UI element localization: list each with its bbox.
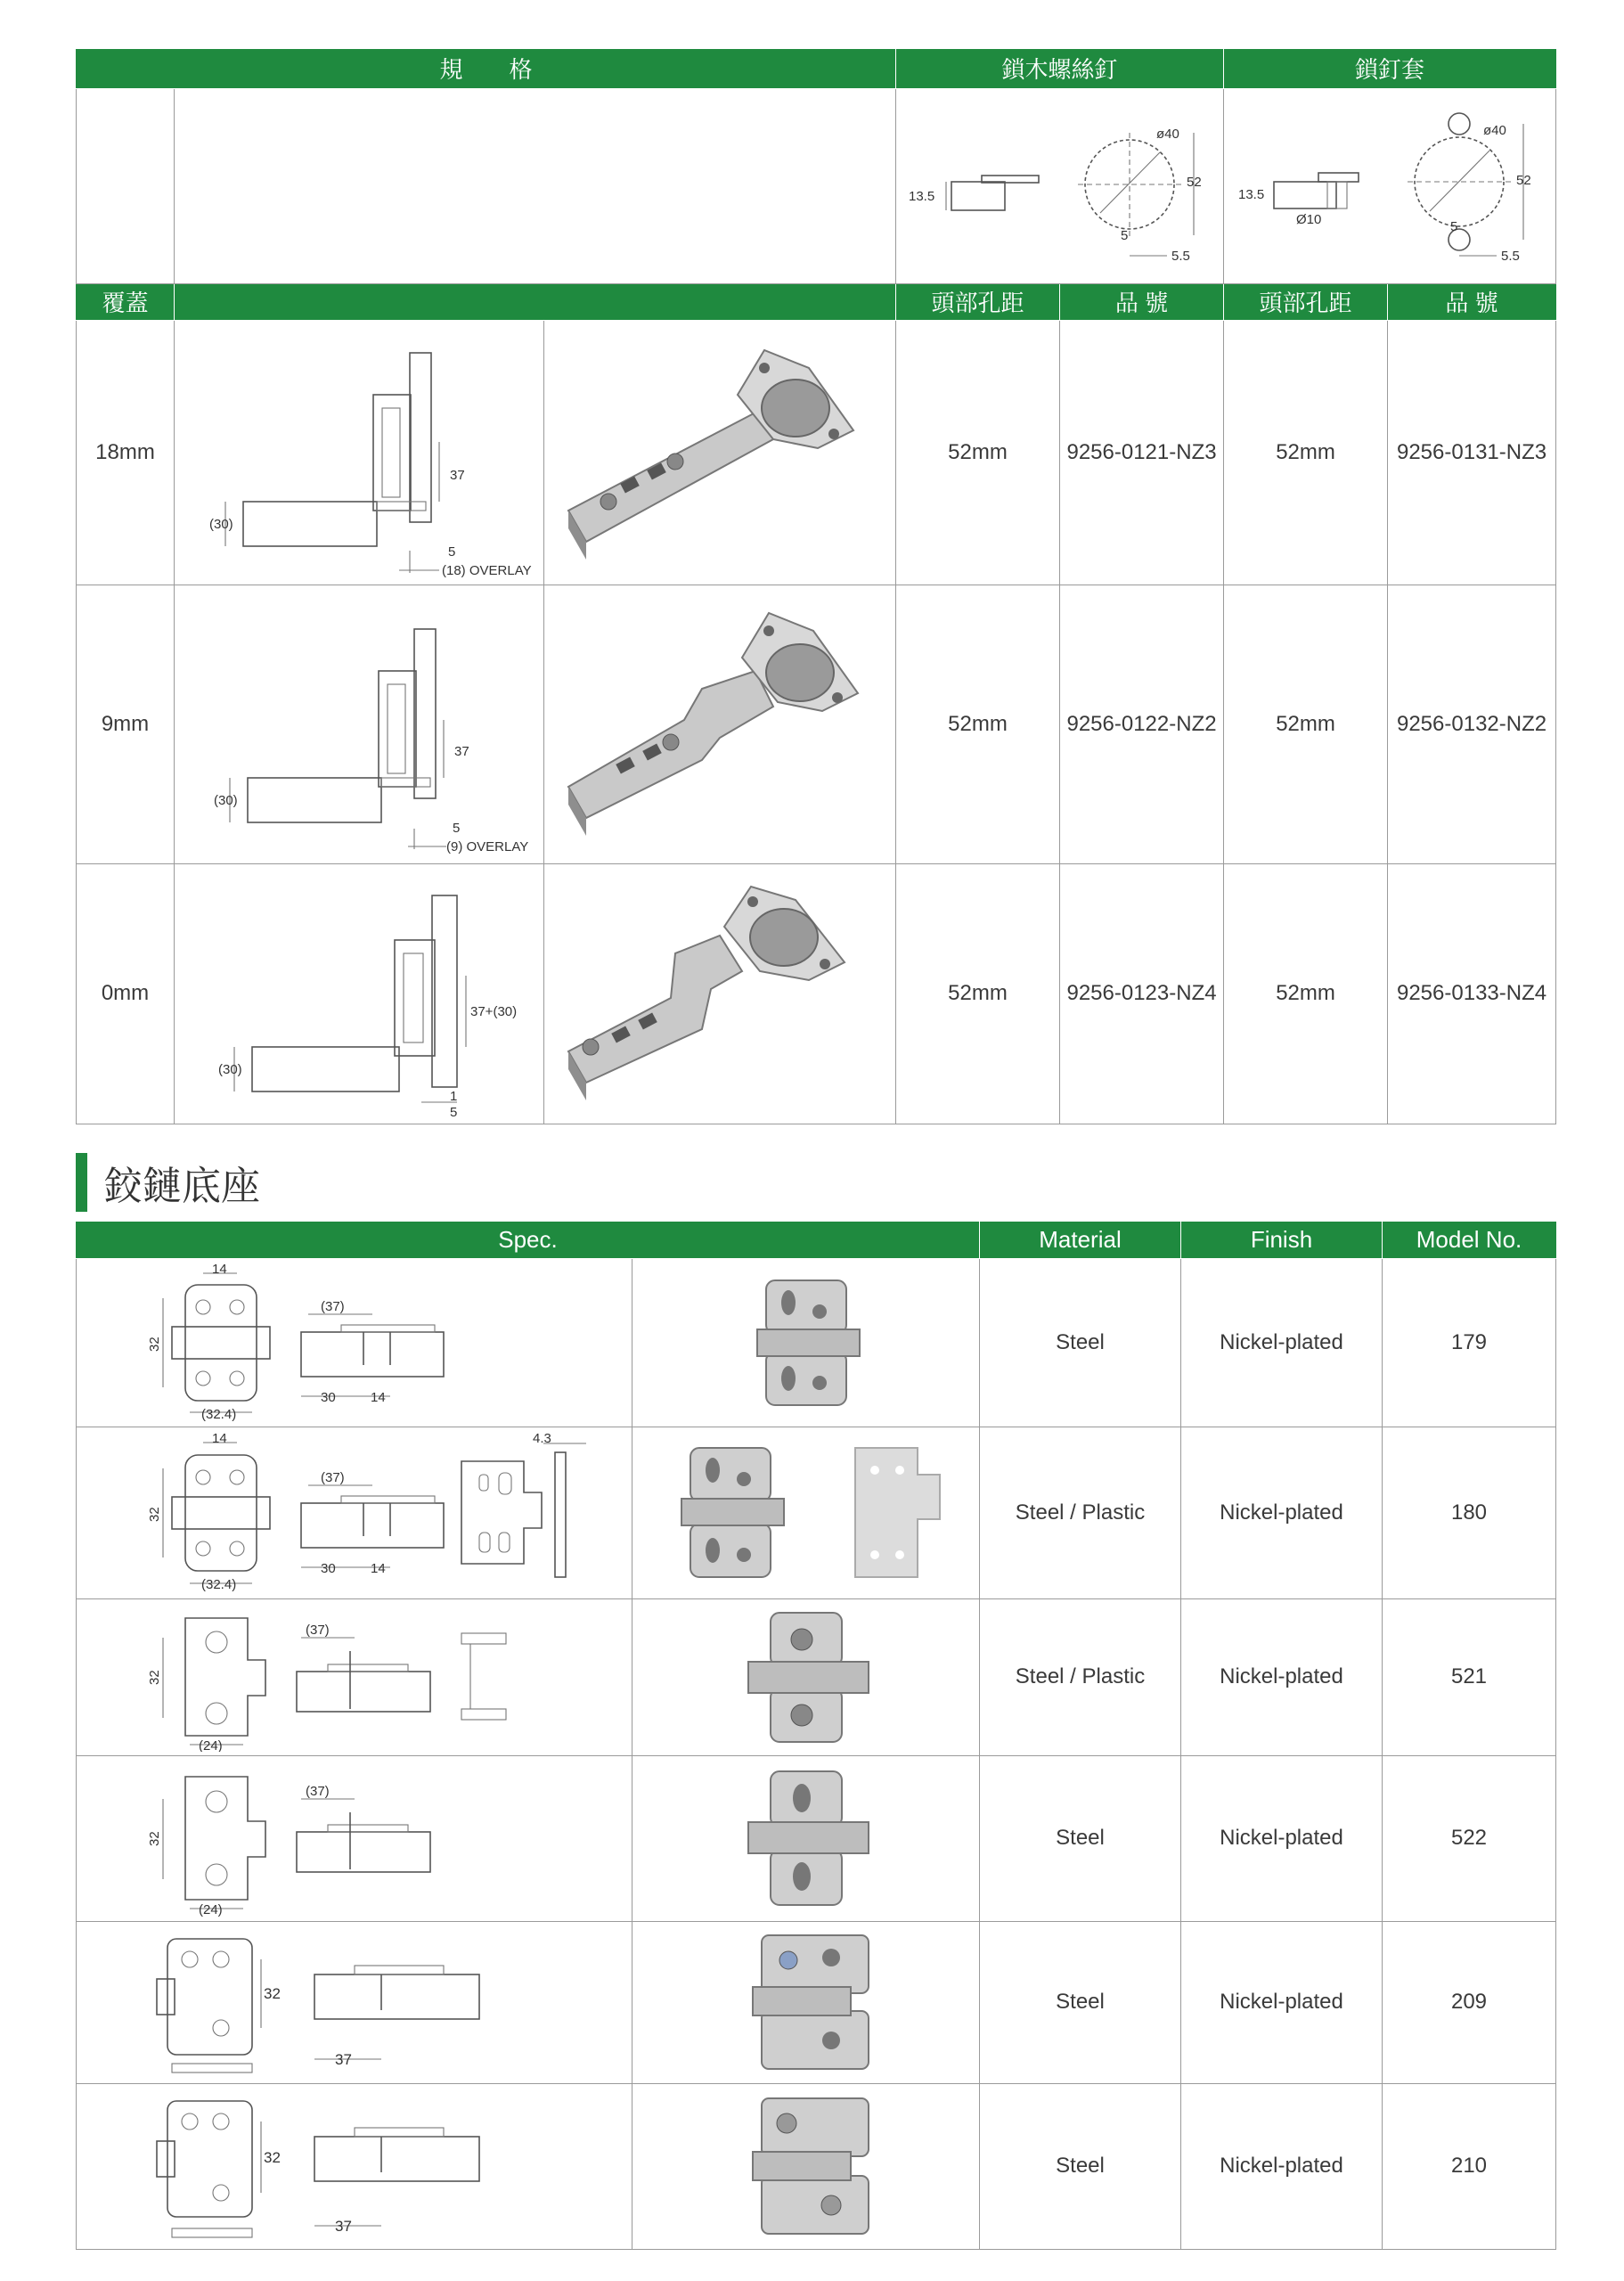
model-value: 180 [1383, 1427, 1556, 1598]
hinge-drawing [175, 863, 544, 1124]
dim-4: (37) [305, 1623, 330, 1638]
dim-3: (24) [198, 1902, 223, 1917]
finish-value: Nickel-plated [1181, 1755, 1383, 1921]
dim-c: 1 [450, 1089, 458, 1104]
section-title-text: 鉸鏈底座 [103, 1165, 260, 1208]
model-value: 521 [1383, 1598, 1556, 1755]
dim-4: 37 [334, 2051, 352, 2068]
hinge-drawing [175, 320, 544, 585]
overlay-header: 覆蓋 [77, 283, 175, 320]
base-diagram [87, 1759, 622, 1917]
base-photo [632, 1598, 980, 1755]
base-product-image [717, 1604, 895, 1751]
dowel-height-dim: 52 [1516, 172, 1531, 188]
model-number-1: 9256-0121-NZ3 [1060, 320, 1224, 585]
material-value: Steel [980, 1258, 1181, 1427]
hole-distance-header-1: 頭部孔距 [896, 283, 1060, 320]
screw-offset-dim: 5 [1120, 227, 1128, 243]
base-drawing [77, 1598, 632, 1755]
dim-3: (32.4) [200, 1406, 236, 1422]
hinge-drawing [175, 585, 544, 863]
screw-cup-dim: ø40 [1155, 126, 1179, 142]
hinge-diagram [181, 595, 537, 854]
dowel-offset-dim: 5 [1450, 218, 1458, 234]
dim-d: (18) OVERLAY [442, 562, 532, 577]
table-row [77, 1598, 1556, 1755]
hole-distance-2: 52mm [1224, 863, 1388, 1124]
hinge-photo [544, 585, 896, 863]
hole-distance-1: 52mm [896, 585, 1060, 863]
spec-header: Spec. [77, 1222, 980, 1258]
screw-gap-dim: 5.5 [1171, 248, 1190, 264]
dim-5: 30 [320, 1561, 336, 1576]
finish-value: Nickel-plated [1181, 1921, 1383, 2083]
section-title-bar [76, 1153, 87, 1212]
dowel-drawing [1224, 88, 1556, 283]
spec-header: 規 格 [77, 49, 896, 88]
model-number-1: 9256-0123-NZ4 [1060, 863, 1224, 1124]
dowel-header: 鎖釘套 [1224, 49, 1556, 88]
base-product-image [717, 1762, 895, 1914]
model-number-1: 9256-0122-NZ2 [1060, 585, 1224, 863]
dim-c: 5 [448, 544, 456, 560]
dim-a: 37 [454, 743, 469, 759]
dim-1: 14 [211, 1431, 227, 1446]
dim-3: (32.4) [200, 1577, 236, 1592]
hole-distance-1: 52mm [896, 863, 1060, 1124]
overlay-value: 18mm [77, 320, 175, 585]
base-diagram [87, 1602, 622, 1752]
dim-2: 32 [263, 2149, 281, 2166]
dowel-gap-dim: 5.5 [1501, 248, 1520, 264]
dim-4: (37) [320, 1298, 345, 1314]
material-header: Material [980, 1222, 1181, 1258]
base-product-image [641, 1435, 971, 1590]
hole-distance-2: 52mm [1224, 320, 1388, 585]
dim-5: 30 [320, 1389, 336, 1405]
wood-screw-header: 鎖木螺絲釘 [896, 49, 1224, 88]
dim-2: 32 [146, 1336, 162, 1352]
screw-height-dim: 52 [1186, 174, 1202, 190]
hinge-product-image [551, 341, 889, 564]
overlay-value: 9mm [77, 585, 175, 863]
base-product-image [717, 1267, 895, 1418]
table-row [77, 2083, 1556, 2249]
dim-6: 14 [370, 1561, 386, 1576]
blank-spec-cell [175, 88, 896, 283]
table-row [77, 863, 1556, 1124]
dim-1: 14 [211, 1262, 227, 1277]
hinge-photo [544, 320, 896, 585]
finish-value: Nickel-plated [1181, 1598, 1383, 1755]
dim-3: (24) [198, 1738, 223, 1752]
material-value: Steel / Plastic [980, 1427, 1181, 1598]
base-diagram [87, 2088, 622, 2244]
dim-a: 37 [450, 467, 465, 483]
base-drawing [77, 1755, 632, 1921]
base-photo [632, 1258, 980, 1427]
base-product-image [717, 2089, 895, 2243]
base-diagram [87, 1430, 622, 1595]
base-photo [632, 2083, 980, 2249]
base-drawing [77, 1921, 632, 2083]
hinge-photo [544, 863, 896, 1124]
finish-value: Nickel-plated [1181, 1427, 1383, 1598]
dim-2: 32 [146, 1507, 162, 1522]
finish-value: Nickel-plated [1181, 2083, 1383, 2249]
section-title [76, 1153, 260, 1212]
dim-6: 14 [370, 1389, 386, 1405]
table-row [77, 1427, 1556, 1598]
screw-depth-dim: 13.5 [908, 188, 934, 204]
finish-value: Nickel-plated [1181, 1258, 1383, 1427]
dowel-depth-dim: 13.5 [1238, 186, 1265, 202]
base-photo [632, 1427, 980, 1598]
dim-2: 32 [146, 1831, 162, 1846]
dim-2: 32 [263, 1985, 281, 2002]
table-row [77, 1921, 1556, 2083]
overlay-value: 0mm [77, 863, 175, 1124]
model-header-1: 品 號 [1060, 283, 1224, 320]
material-value: Steel [980, 2083, 1181, 2249]
table-row [77, 320, 1556, 585]
model-value: 522 [1383, 1755, 1556, 1921]
blank-subheader [175, 283, 896, 320]
dowel-cup-dim: ø40 [1483, 122, 1506, 138]
dim-c: 5 [453, 820, 461, 836]
blank-cell [77, 88, 175, 283]
dim-b: (30) [214, 792, 238, 808]
dim-d: 5 [450, 1105, 458, 1118]
table-row [77, 1755, 1556, 1921]
base-photo [632, 1755, 980, 1921]
wood-screw-diagram [900, 97, 1220, 275]
hinge-diagram [181, 328, 537, 577]
hole-distance-2: 52mm [1224, 585, 1388, 863]
model-number-2: 9256-0133-NZ4 [1388, 863, 1556, 1124]
model-value: 210 [1383, 2083, 1556, 2249]
material-value: Steel [980, 1755, 1181, 1921]
dim-a: 37+(30) [470, 1004, 518, 1019]
model-value: 179 [1383, 1258, 1556, 1427]
table-row [77, 1258, 1556, 1427]
model-number-2: 9256-0131-NZ3 [1388, 320, 1556, 585]
hinge-spec-table [76, 49, 1556, 1124]
dim-4: (37) [320, 1470, 345, 1485]
dim-4: 37 [334, 2218, 352, 2235]
base-drawing [77, 1258, 632, 1427]
model-value: 209 [1383, 1921, 1556, 2083]
base-drawing [77, 2083, 632, 2249]
model-header-2: 品 號 [1388, 283, 1556, 320]
base-product-image [717, 1926, 895, 2078]
dim-b: (30) [218, 1062, 242, 1077]
base-photo [632, 1921, 980, 2083]
model-header: Model No. [1383, 1222, 1556, 1258]
hinge-base-table [76, 1222, 1556, 2250]
dowel-diagram [1229, 97, 1550, 275]
table-row [77, 585, 1556, 863]
material-value: Steel / Plastic [980, 1598, 1181, 1755]
dim-4: (37) [305, 1784, 330, 1799]
hole-distance-1: 52mm [896, 320, 1060, 585]
hinge-product-image [551, 882, 889, 1105]
finish-header: Finish [1181, 1222, 1383, 1258]
dowel-diameter-dim: Ø10 [1296, 211, 1322, 227]
model-number-2: 9256-0132-NZ2 [1388, 585, 1556, 863]
dim-7: 4.3 [532, 1431, 551, 1446]
dim-d: (9) OVERLAY [446, 838, 529, 854]
hinge-diagram [181, 869, 537, 1118]
base-drawing [77, 1427, 632, 1598]
base-diagram [87, 1263, 622, 1423]
dim-b: (30) [209, 516, 233, 532]
hinge-product-image [551, 609, 889, 840]
material-value: Steel [980, 1921, 1181, 2083]
dim-2: 32 [146, 1670, 162, 1685]
base-diagram [87, 1925, 622, 2079]
wood-screw-drawing [896, 88, 1224, 283]
hole-distance-header-2: 頭部孔距 [1224, 283, 1388, 320]
